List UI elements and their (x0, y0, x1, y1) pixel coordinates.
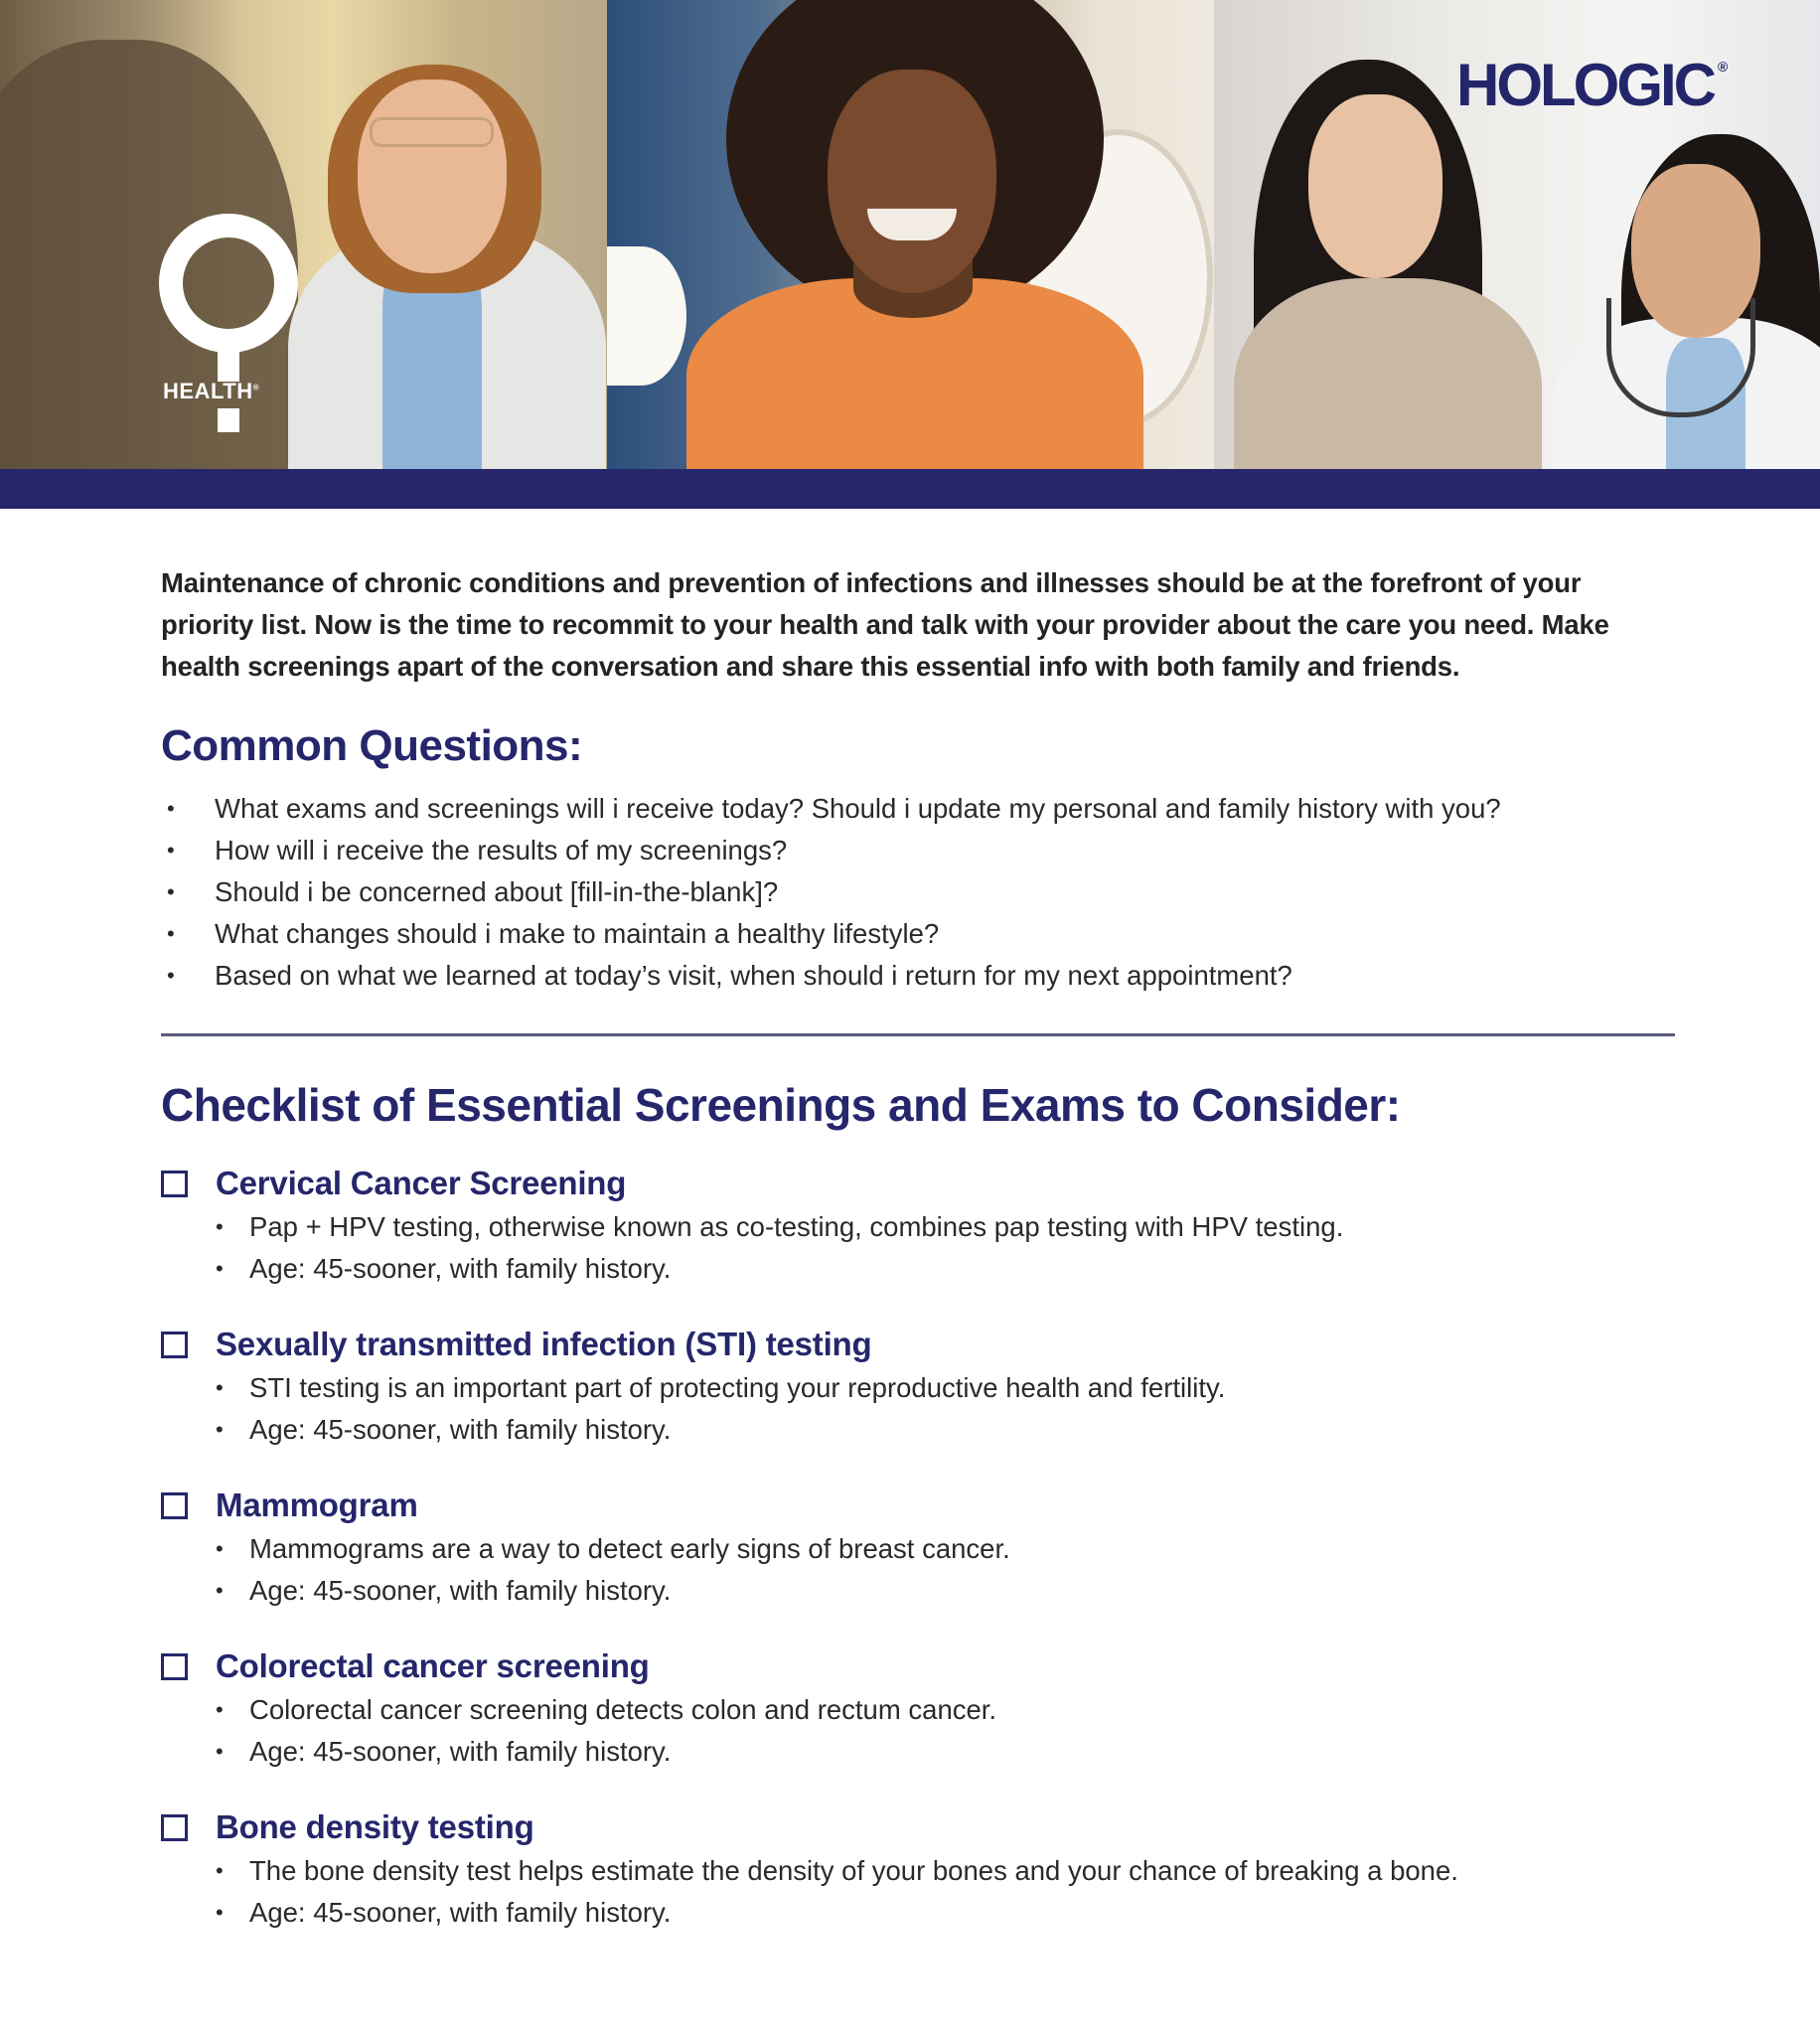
list-item (161, 788, 1501, 830)
patient-sweater (1234, 278, 1542, 469)
checklist-item-title: Sexually transmitted infection (STI) testing (216, 1326, 872, 1362)
checklist-item-sti (161, 1322, 1750, 1451)
bullet-icon: • (167, 838, 175, 862)
section-divider (161, 1033, 1675, 1036)
woman-face (828, 70, 996, 293)
female-symbol-stem (218, 348, 239, 382)
glasses (370, 117, 494, 147)
question-text: What changes should i make to maintain a healthy lifestyle? (215, 918, 940, 949)
bullet-icon: • (216, 1697, 224, 1722)
list-item (161, 1409, 1750, 1451)
list-item (161, 830, 1501, 871)
health-label: HEALTH (163, 379, 253, 403)
detail-text: Age: 45-sooner, with family history. (249, 1414, 672, 1445)
bullet-icon: • (216, 1858, 224, 1883)
checklist-item-header (161, 1644, 1750, 1689)
hologic-wordmark: HOLOGIC (1456, 52, 1714, 118)
detail-text: Colorectal cancer screening detects colon and rectum cancer. (249, 1694, 997, 1725)
common-questions-heading: Common Questions: (161, 721, 583, 770)
checkbox[interactable] (161, 1171, 188, 1197)
health-logo-text (163, 379, 312, 404)
female-symbol-stem-bottom (218, 408, 239, 432)
checkbox[interactable] (161, 1814, 188, 1841)
question-text: Should i be concerned about [fill-in-the-blank]? (215, 876, 779, 907)
checklist-item-title: Mammogram (216, 1487, 418, 1523)
checklist-item-details (161, 1528, 1750, 1612)
female-symbol-icon (159, 214, 298, 353)
list-item (161, 1367, 1750, 1409)
checklist-item-bone-density (161, 1804, 1750, 1934)
detail-text: Age: 45-sooner, with family history. (249, 1736, 672, 1767)
checklist-item-details (161, 1206, 1750, 1290)
intro-section (161, 562, 1676, 688)
checklist-item-title: Bone density testing (216, 1808, 534, 1845)
bullet-icon: • (216, 1375, 224, 1400)
patient-face (1308, 94, 1442, 278)
bullet-icon: • (216, 1900, 224, 1925)
list-item (161, 1731, 1750, 1773)
detail-text: Pap + HPV testing, otherwise known as co-testing, combines pap testing with HPV testing. (249, 1211, 1344, 1242)
list-item (161, 1892, 1750, 1934)
health-logo (159, 214, 298, 437)
checklist-item-cervical (161, 1161, 1750, 1290)
bullet-icon: • (167, 796, 175, 821)
question-text: Based on what we learned at today’s visit, when should i return for my next appointment? (215, 960, 1292, 991)
navy-divider-bar (0, 469, 1820, 509)
checklist-item-title: Colorectal cancer screening (216, 1647, 650, 1684)
question-text: How will i receive the results of my screenings? (215, 835, 788, 865)
checklist-item-header (161, 1161, 1750, 1206)
list-item (161, 1850, 1750, 1892)
checklist-item-colorectal (161, 1644, 1750, 1773)
list-item (161, 1689, 1750, 1731)
list-item (161, 1570, 1750, 1612)
list-item (161, 955, 1501, 997)
bullet-icon: • (216, 1536, 224, 1561)
checkbox[interactable] (161, 1492, 188, 1519)
checklist-item-mammogram (161, 1483, 1750, 1612)
detail-text: STI testing is an important part of protecting your reproductive health and fertility. (249, 1372, 1226, 1403)
lamp (607, 246, 686, 386)
checklist-item-header (161, 1804, 1750, 1850)
checklist-item-header (161, 1322, 1750, 1367)
detail-text: Age: 45-sooner, with family history. (249, 1897, 672, 1928)
question-text: What exams and screenings will i receive today? Should i update my personal and family history with you? (215, 793, 1501, 824)
checklist-item-details (161, 1689, 1750, 1773)
checkbox[interactable] (161, 1653, 188, 1680)
list-item (161, 913, 1501, 955)
bullet-icon: • (216, 1578, 224, 1603)
doctor-face (358, 79, 507, 273)
registered-mark: ® (1718, 59, 1729, 75)
common-questions-list (161, 788, 1501, 997)
registered-mark: ® (252, 383, 259, 392)
detail-text: Age: 45-sooner, with family history. (249, 1575, 672, 1606)
bullet-icon: • (167, 963, 175, 988)
list-item (161, 1528, 1750, 1570)
list-item (161, 871, 1501, 913)
checkbox[interactable] (161, 1331, 188, 1358)
list-item (161, 1248, 1750, 1290)
detail-text: The bone density test helps estimate the density of your bones and your chance of breaking a bone. (249, 1855, 1458, 1886)
bullet-icon: • (216, 1214, 224, 1239)
list-item (161, 1206, 1750, 1248)
checklist-heading: Checklist of Essential Screenings and Exams to Consider: (161, 1079, 1401, 1131)
detail-text: Age: 45-sooner, with family history. (249, 1253, 672, 1284)
checklist-item-details (161, 1850, 1750, 1934)
bullet-icon: • (167, 879, 175, 904)
detail-text: Mammograms are a way to detect early signs of breast cancer. (249, 1533, 1010, 1564)
intro-paragraph: Maintenance of chronic conditions and prevention of infections and illnesses should be at the forefront of your priority list. Now is the time to recommit to your health and talk with your provider about the care you need. Make health screenings apart of the conversation and share this essential info with both family and friends. (161, 567, 1609, 682)
photo-smiling-woman (607, 0, 1214, 469)
checklist-item-header (161, 1483, 1750, 1528)
bullet-icon: • (216, 1739, 224, 1764)
bullet-icon: • (216, 1256, 224, 1281)
bullet-icon: • (216, 1417, 224, 1442)
hologic-logo (1456, 52, 1729, 118)
bullet-icon: • (167, 921, 175, 946)
checklist-item-title: Cervical Cancer Screening (216, 1165, 627, 1201)
checklist-item-details (161, 1367, 1750, 1451)
